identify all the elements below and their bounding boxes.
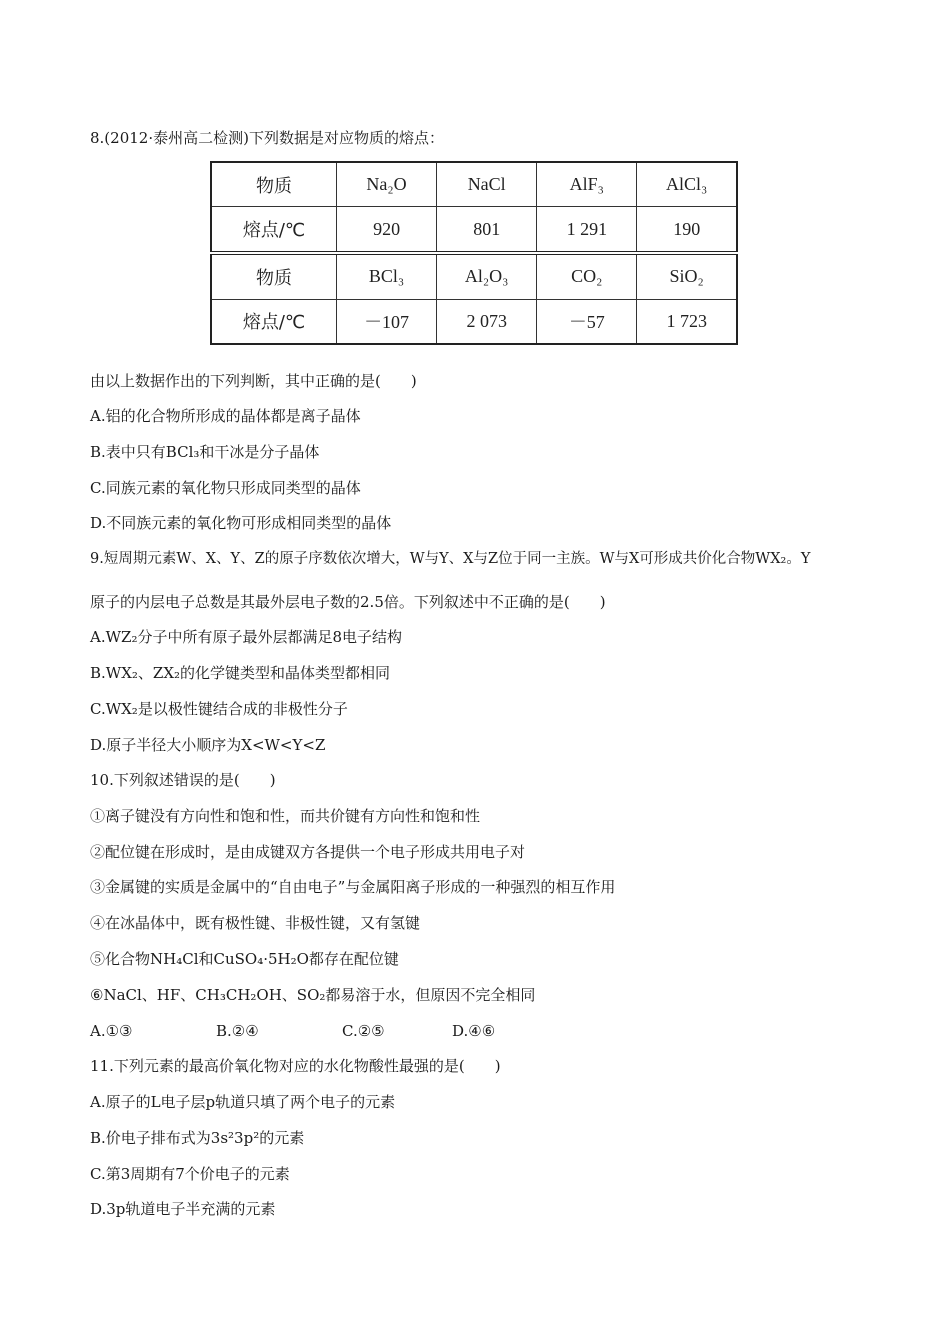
table-cell: AlF₃ [537, 162, 637, 207]
table-cell: AlCl₃ [637, 162, 737, 207]
table-cell: 熔点/℃ [211, 207, 337, 253]
q9-stem-line2: 原子的内层电子总数是其最外层电子数的2.5倍。下列叙述中不正确的是( ) [90, 593, 606, 611]
table-row [211, 253, 737, 299]
q10-option-c: C.②⑤ [342, 1022, 385, 1040]
q9-option-c: C.WX₂是以极性键结合成的非极性分子 [90, 700, 348, 718]
table-row [211, 207, 737, 253]
table-cell: BCl₃ [337, 253, 437, 299]
table-cell: 920 [337, 207, 437, 253]
table-cell: 190 [637, 207, 737, 253]
table-cell: 熔点/℃ [211, 299, 337, 344]
q10-option-a: A.①③ [90, 1022, 133, 1040]
q9-option-b: B.WX₂、ZX₂的化学键类型和晶体类型都相同 [90, 664, 391, 682]
table-cell: 1 291 [537, 207, 637, 253]
table-row [211, 299, 737, 344]
q8-question: 由以上数据作出的下列判断，其中正确的是( ) [90, 372, 417, 390]
q8-stem: 8.(2012·泰州高二检测)下列数据是对应物质的熔点： [90, 129, 444, 147]
q8-option-c: C.同族元素的氧化物只形成同类型的晶体 [90, 479, 361, 497]
table-cell: Al₂O₃ [437, 253, 537, 299]
q10-item-6: ⑥NaCl、HF、CH₃CH₂OH、SO₂都易溶于水，但原因不完全相同 [90, 986, 536, 1004]
q10-options [90, 1021, 495, 1041]
q10-item-5: ⑤化合物NH₄Cl和CuSO₄·5H₂O都存在配位键 [90, 950, 399, 968]
table-cell: －57 [537, 299, 637, 344]
q10-stem: 10.下列叙述错误的是( ) [90, 771, 276, 789]
table-cell: 801 [437, 207, 537, 253]
q10-item-1: ①离子键没有方向性和饱和性，而共价键有方向性和饱和性 [90, 807, 481, 825]
q11-option-d: D.3p轨道电子半充满的元素 [90, 1200, 276, 1218]
q9-option-a: A.WZ₂分子中所有原子最外层都满足8电子结构 [90, 628, 402, 646]
table-row [211, 162, 737, 207]
table-cell: CO₂ [537, 253, 637, 299]
q10-option-d: D.④⑥ [452, 1022, 496, 1040]
table-cell: 物质 [211, 162, 337, 207]
q10-item-2: ②配位键在形成时，是由成键双方各提供一个电子形成共用电子对 [90, 843, 526, 861]
table-cell: NaCl [437, 162, 537, 207]
q9-option-d: D.原子半径大小顺序为X<W<Y<Z [90, 736, 326, 754]
q8-option-b: B.表中只有BCl₃和干冰是分子晶体 [90, 443, 320, 461]
q11-option-a: A.原子的L电子层p轨道只填了两个电子的元素 [90, 1093, 396, 1111]
q8-option-d: D.不同族元素的氧化物可形成相同类型的晶体 [90, 514, 392, 532]
table-cell: －107 [337, 299, 437, 344]
table-cell: Na₂O [337, 162, 437, 207]
q10-option-b: B.②④ [216, 1022, 259, 1040]
table-cell: 2 073 [437, 299, 537, 344]
table-cell: 物质 [211, 253, 337, 299]
q8-option-a: A.铝的化合物所形成的晶体都是离子晶体 [90, 407, 361, 425]
q11-option-b: B.价电子排布式为3s²3p²的元素 [90, 1129, 305, 1147]
melting-point-table [210, 161, 738, 345]
q9-stem-line1: 9.短周期元素W、X、Y、Z的原子序数依次增大，W与Y、X与Z位于同一主族。W与X可形成共价化合物WX₂。Y [90, 551, 811, 567]
table-cell: 1 723 [637, 299, 737, 344]
table-cell: SiO₂ [637, 253, 737, 299]
q11-option-c: C.第3周期有7个价电子的元素 [90, 1165, 290, 1183]
q10-item-3: ③金属键的实质是金属中的“自由电子”与金属阳离子形成的一种强烈的相互作用 [90, 878, 616, 896]
q11-stem: 11.下列元素的最高价氧化物对应的水化物酸性最强的是( ) [90, 1057, 501, 1075]
q10-item-4: ④在冰晶体中，既有极性键、非极性键，又有氢键 [90, 914, 421, 932]
